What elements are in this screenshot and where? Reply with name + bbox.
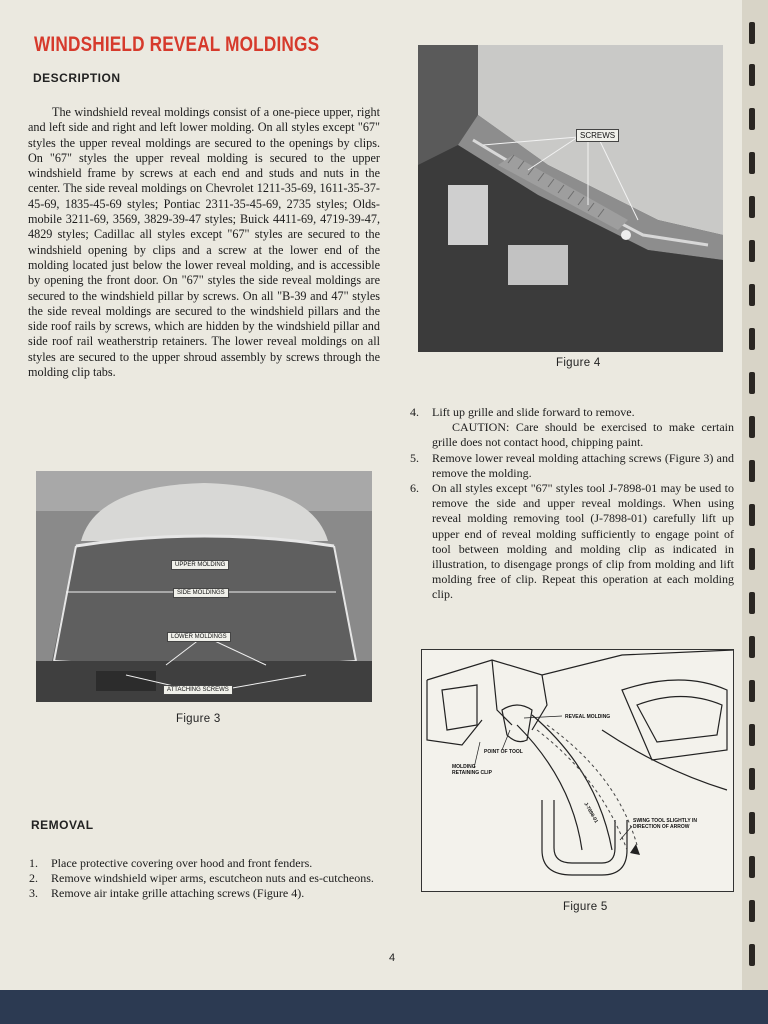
- caution-note: CAUTION: Care should be exercised to make certain grille does not contact hood, chipping paint.: [432, 420, 734, 450]
- figure-4-illustration: [418, 45, 723, 352]
- page-title: WINDSHIELD REVEAL MOLDINGS: [34, 33, 320, 56]
- binding-ring: [749, 548, 755, 570]
- binding-ring: [749, 504, 755, 526]
- binding-ring: [749, 856, 755, 878]
- upper-molding-label: UPPER MOLDING: [171, 560, 229, 570]
- retaining-clip-label: MOLDING RETAINING CLIP: [452, 764, 492, 776]
- binding-ring: [749, 108, 755, 130]
- figure-3-illustration: [36, 471, 372, 702]
- step-3: 3. Remove air intake grille attaching screws (Figure 4).: [29, 886, 305, 901]
- binding-ring: [749, 328, 755, 350]
- binding-ring: [749, 724, 755, 746]
- binding-ring: [749, 460, 755, 482]
- lower-moldings-label: LOWER MOLDINGS: [167, 632, 231, 642]
- side-moldings-label: SIDE MOLDINGS: [173, 588, 229, 598]
- description-paragraph: The windshield reveal moldings consist of a one-piece upper, right and left side and right and left lower molding. On all styles except "67" styles the upper reveal moldings are secured to the openings by clips. On "67" styles the upper reveal molding is secured to the upper windshield frame by screws at each end and studs and nuts in the center. The side reveal moldings on Chevrolet 1211-35-69, 1611-35-37-45-69, 1835-45-69 styles; Pontiac 2311-35-45-69, 2735 styles; Olds-mobile 3211-69, 3569, 3829-39-47 styles; Buick 4411-69, 4719-39-47, 4829 styles; Cadillac all styles except "67" styles are secured to the windshield opening by clips and a screw at the lower end of the molding located just below the lower reveal molding, and is accessible by opening the front door. On "67" styles the side reveal moldings are secured to the windshield pillar by screws. On all "B-39 and 47" styles the side reveal moldings are secured to the windshield pillars and the side roof rails by screws, which are hidden by the windshield pillar and side roof rail weatherstrip retainers. The lower reveal moldings on all styles are secured to the upper shroud assembly by screws through the molding clip tabs.: [28, 105, 380, 380]
- binding-ring: [749, 944, 755, 966]
- page-number: 4: [389, 952, 396, 964]
- spiral-binding: [742, 0, 768, 1000]
- binding-ring: [749, 680, 755, 702]
- swing-tool-label: SWING TOOL SLIGHTLY IN DIRECTION OF ARROW: [633, 818, 697, 830]
- step-2: 2. Remove windshield wiper arms, escutcheon nuts and es-cutcheons.: [29, 871, 374, 886]
- binding-ring: [749, 22, 755, 44]
- background-surface: [0, 990, 768, 1024]
- figure-5-drawing: [421, 649, 734, 892]
- step-6: 6. On all styles except "67" styles tool J-7898-01 may be used to remove the side and upper reveal moldings. When using reveal molding removing tool (J-7898-01) carefully lift up upper end of reveal molding sufficiently to engage point of tool between molding and molding clip as indicated in illustration, to disengage prongs of clip from molding and lift molding free of clip. Repeat this operation at each molding clip.: [410, 481, 734, 602]
- step-4: 4. Lift up grille and slide forward to remove. CAUTION: Care should be exercised to make certain grille does not contact hood, chipping paint.: [410, 405, 734, 450]
- figure-3-caption: Figure 3: [176, 713, 221, 725]
- figure-4-photo: [418, 45, 723, 352]
- step-1: 1. Place protective covering over hood and front fenders.: [29, 856, 313, 870]
- binding-ring: [749, 592, 755, 614]
- figure-5-caption: Figure 5: [563, 901, 608, 913]
- binding-ring: [749, 196, 755, 218]
- binding-ring: [749, 636, 755, 658]
- figure-4-screws-label: SCREWS: [576, 129, 619, 142]
- step-5: 5. Remove lower reveal molding attaching screws (Figure 3) and remove the molding.: [410, 450, 734, 480]
- figure-3-photo: [36, 471, 372, 702]
- figure-4-caption: Figure 4: [556, 357, 601, 369]
- removal-steps-left: [29, 856, 381, 902]
- binding-ring: [749, 64, 755, 86]
- tool-number-label: J-7898-01: [582, 801, 599, 825]
- binding-ring: [749, 768, 755, 790]
- removal-heading: REMOVAL: [31, 818, 94, 832]
- description-heading: DESCRIPTION: [33, 71, 121, 85]
- binding-ring: [749, 240, 755, 262]
- binding-ring: [749, 152, 755, 174]
- point-of-tool-label: POINT OF TOOL: [484, 749, 523, 755]
- binding-ring: [749, 900, 755, 922]
- binding-ring: [749, 416, 755, 438]
- binding-ring: [749, 372, 755, 394]
- binding-ring: [749, 812, 755, 834]
- removal-steps-right: [410, 405, 734, 603]
- binding-ring: [749, 284, 755, 306]
- attaching-screws-label: ATTACHING SCREWS: [163, 685, 233, 695]
- reveal-molding-label: REVEAL MOLDING: [565, 714, 611, 720]
